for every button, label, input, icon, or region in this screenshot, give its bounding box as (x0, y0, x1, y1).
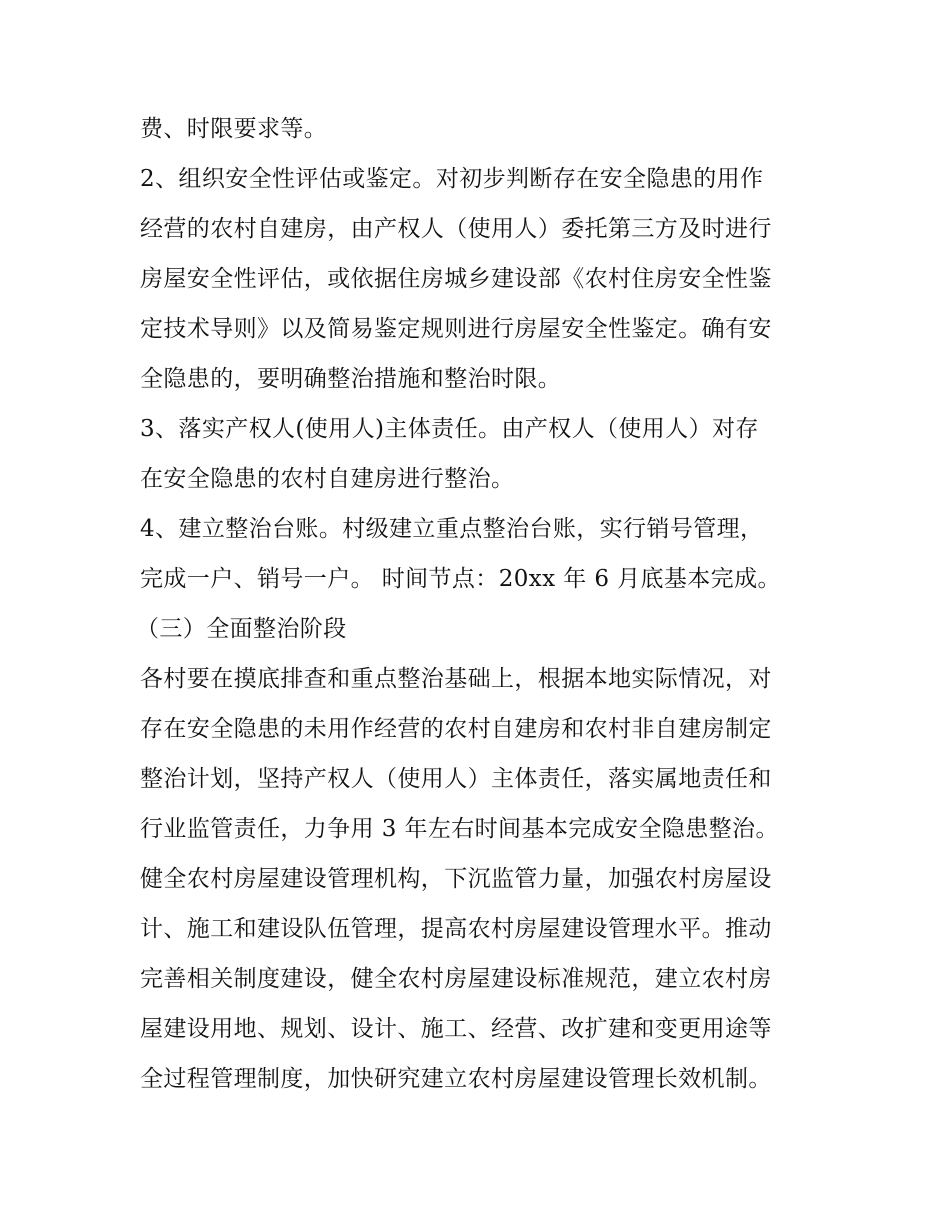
text-line: 存在安全隐患的未用作经营的农村自建房和农村非自建房制定 (140, 716, 772, 742)
text-line: 各村要在摸底排查和重点整治基础上，根据本地实际情况，对 (140, 666, 772, 692)
text-line: 全隐患的，要明确整治措施和整治时限。 (140, 366, 562, 392)
text-line: 计、施工和建设队伍管理，提高农村房屋建设管理水平。推动 (140, 916, 772, 942)
text-line: 定技术导则》以及简易鉴定规则进行房屋安全性鉴定。确有安 (140, 316, 772, 342)
text-line: 经营的农村自建房，由产权人（使用人）委托第三方及时进行 (140, 216, 772, 242)
text-line: 2、组织安全性评估或鉴定。对初步判断存在安全隐患的用作 (140, 166, 764, 192)
text-line: 全过程管理制度，加快研究建立农村房屋建设管理长效机制。 (140, 1066, 772, 1092)
text-line: 完善相关制度建设，健全农村房屋建设标准规范，建立农村房 (140, 966, 772, 992)
text-line: 3、落实产权人(使用人)主体责任。由产权人（使用人）对存 (140, 416, 759, 442)
text-line: 健全农村房屋建设管理机构，下沉监管力量，加强农村房屋设 (140, 866, 772, 892)
text-line: 行业监管责任，力争用 3 年左右时间基本完成安全隐患整治。 (140, 816, 779, 842)
text-line: 费、时限要求等。 (140, 116, 328, 142)
text-line: 房屋安全性评估，或依据住房城乡建设部《农村住房安全性鉴 (140, 266, 772, 292)
text-line: 整治计划，坚持产权人（使用人）主体责任，落实属地责任和 (140, 766, 772, 792)
text-line: 在安全隐患的农村自建房进行整治。 (140, 466, 515, 492)
text-line: 完成一户、销号一户。 时间节点：20xx 年 6 月底基本完成。 (140, 566, 781, 592)
text-line: 屋建设用地、规划、设计、施工、经营、改扩建和变更用途等 (140, 1016, 772, 1042)
text-line: 4、建立整治台账。村级建立重点整治台账，实行销号管理， (140, 516, 764, 542)
section-heading: （三）全面整治阶段 (136, 616, 347, 642)
